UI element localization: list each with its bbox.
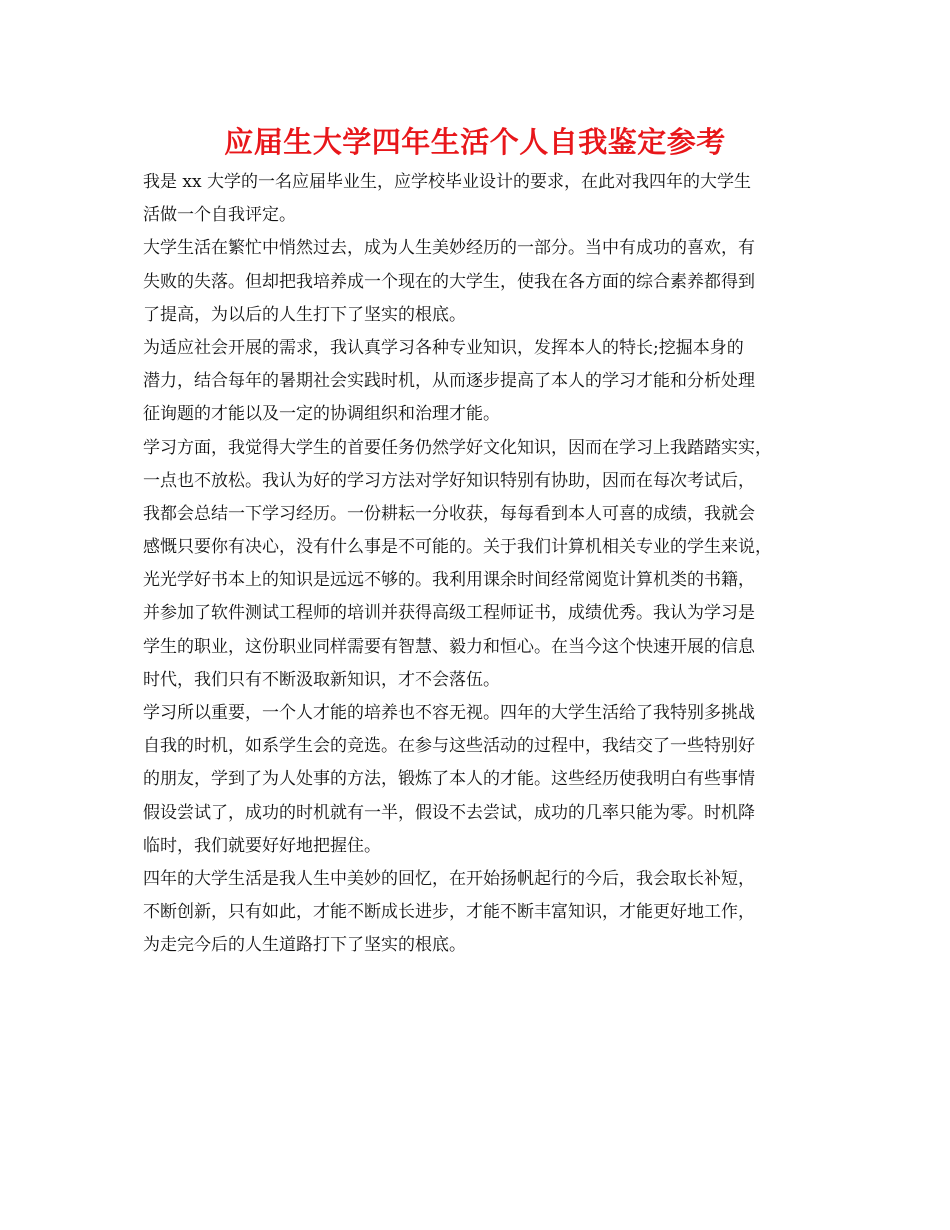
body-line: 不断创新，只有如此，才能不断成长进步，才能不断丰富知识，才能更好地工作，	[143, 902, 755, 923]
body-line: 感慨只要你有决心，没有什么事是不可能的。关于我们计算机相关专业的学生来说，	[143, 537, 772, 558]
body-line: 大学生活在繁忙中悄然过去，成为人生美妙经历的一部分。当中有成功的喜欢，有	[143, 238, 755, 259]
body-line: 我都会总结一下学习经历。一份耕耘一分收获，每每看到本人可喜的成绩，我就会	[143, 503, 755, 524]
body-line: 失败的失落。但却把我培养成一个现在的大学生，使我在各方面的综合素养都得到	[143, 271, 755, 292]
body-line: 并参加了软件测试工程师的培训并获得高级工程师证书，成绩优秀。我认为学习是	[143, 603, 755, 624]
document-title: 应届生大学四年生活个人自我鉴定参考	[224, 125, 726, 159]
body-line: 四年的大学生活是我人生中美妙的回忆，在开始扬帆起行的今后，我会取长补短，	[143, 868, 755, 889]
body-line: 学生的职业，这份职业同样需要有智慧、毅力和恒心。在当今这个快速开展的信息	[143, 636, 755, 657]
body-line: 光光学好书本上的知识是远远不够的。我利用课余时间经常阅览计算机类的书籍，	[143, 570, 755, 591]
body-line: 为适应社会开展的需求，我认真学习各种专业知识，发挥本人的特长;挖掘本身的	[143, 337, 744, 358]
body-line: 临时，我们就要好好地把握住。	[143, 835, 381, 856]
body-line: 征询题的才能以及一定的协调组织和治理才能。	[143, 404, 500, 425]
document-body	[143, 166, 823, 963]
body-line: 了提高，为以后的人生打下了坚实的根底。	[143, 304, 466, 325]
body-line: 假设尝试了，成功的时机就有一半，假设不去尝试，成功的几率只能为零。时机降	[143, 802, 755, 823]
body-line: 潜力，结合每年的暑期社会实践时机，从而逐步提高了本人的学习才能和分析处理	[143, 371, 755, 392]
body-line: 学习方面，我觉得大学生的首要任务仍然学好文化知识，因而在学习上我踏踏实实，	[143, 437, 772, 458]
body-line: 为走完今后的人生道路打下了坚实的根底。	[143, 935, 466, 956]
body-line: 时代，我们只有不断汲取新知识，才不会落伍。	[143, 669, 500, 690]
body-line: 的朋友，学到了为人处事的方法，锻炼了本人的才能。这些经历使我明白有些事情	[143, 769, 755, 790]
body-line: 学习所以重要，一个人才能的培养也不容无视。四年的大学生活给了我特别多挑战	[143, 703, 755, 723]
body-line: 自我的时机，如系学生会的竞选。在参与这些活动的过程中，我结交了一些特别好	[143, 736, 755, 757]
body-line: 一点也不放松。我认为好的学习方法对学好知识特别有协助，因而在每次考试后，	[143, 470, 755, 491]
body-line: 活做一个自我评定。	[143, 205, 296, 226]
body-line: 我是 xx 大学的一名应届毕业生，应学校毕业设计的要求，在此对我四年的大学生	[143, 172, 751, 192]
